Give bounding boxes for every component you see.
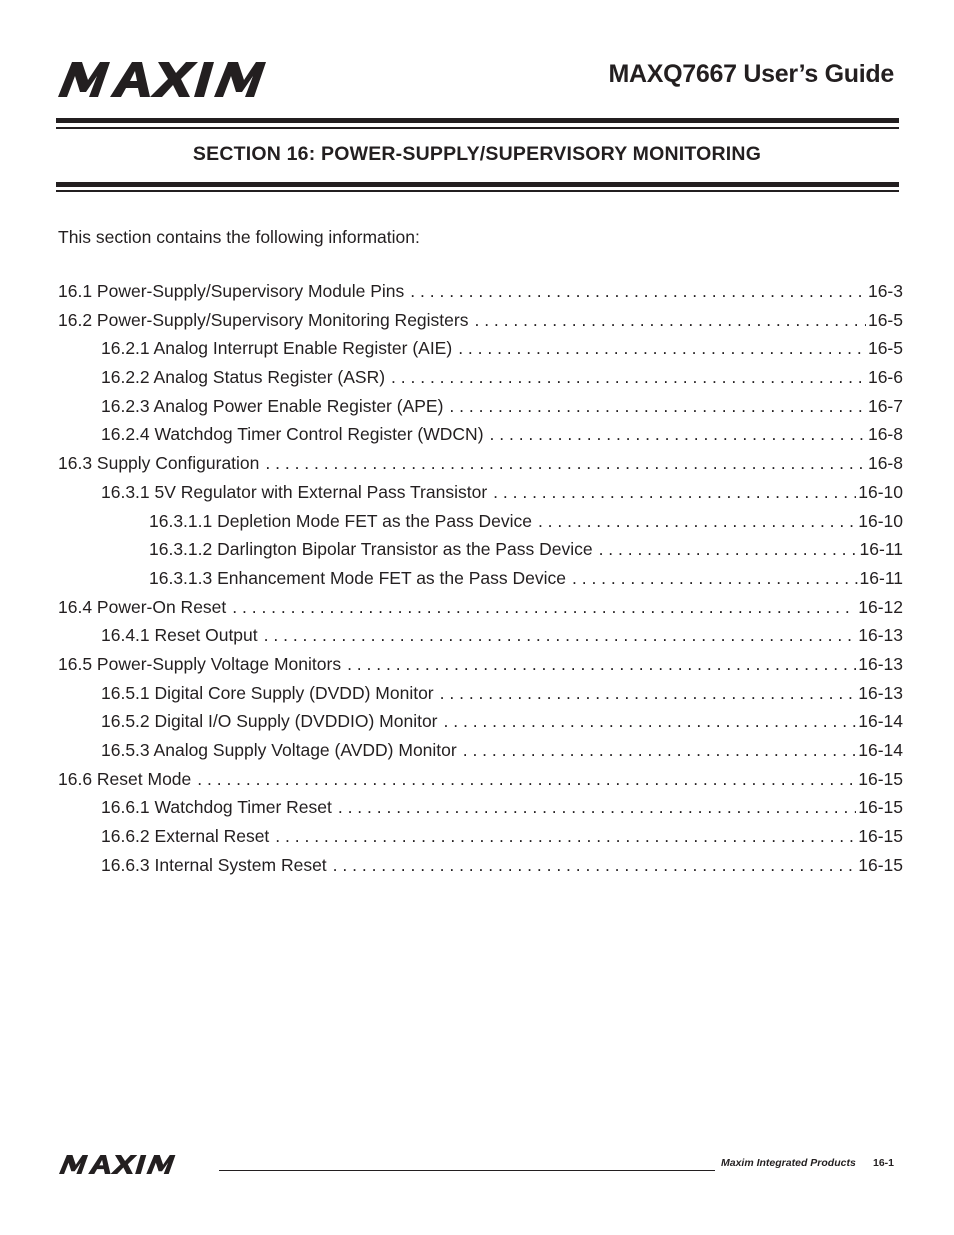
- footer-page-number: 16-1: [873, 1157, 895, 1169]
- toc-entry-page: 16-5: [867, 338, 903, 359]
- toc-entry-page: 16-15: [858, 797, 903, 818]
- toc-entry-page: 16-8: [867, 424, 903, 445]
- toc-entry[interactable]: [58, 310, 903, 339]
- toc-entry-label: 16.1 Power-Supply/Supervisory Module Pins: [58, 281, 405, 301]
- toc-entry-label: 16.6 Reset Mode: [58, 768, 192, 789]
- toc-dot-leader: [463, 740, 857, 761]
- toc-dot-leader: [333, 855, 857, 876]
- toc-entry[interactable]: [58, 654, 903, 683]
- toc-entry-page: 16-14: [858, 711, 903, 732]
- toc-entry[interactable]: [58, 281, 903, 310]
- toc-entry[interactable]: [58, 396, 903, 425]
- toc-dot-leader: [391, 367, 866, 388]
- maxim-logo: [58, 62, 326, 97]
- toc-dot-leader: [347, 654, 856, 675]
- toc-dot-leader: [458, 338, 866, 359]
- toc-dot-leader: [444, 711, 857, 732]
- toc-dot-leader: [264, 625, 857, 646]
- toc-entry-label: 16.3.1.2 Darlington Bipolar Transistor as the Pass Device: [149, 539, 593, 560]
- toc-dot-leader: [474, 310, 866, 331]
- toc-entry-page: 16-15: [858, 826, 903, 847]
- toc-entry[interactable]: [58, 826, 903, 855]
- intro-text: This section contains the following information:: [58, 227, 420, 247]
- toc-dot-leader: [538, 511, 856, 532]
- toc-entry[interactable]: [58, 625, 903, 654]
- toc-entry[interactable]: [58, 424, 903, 453]
- section-rule-thin: [56, 190, 899, 192]
- maxim-footer-logo: [59, 1155, 209, 1174]
- toc-entry-label: 16.6.2 External Reset: [101, 826, 270, 847]
- toc-dot-leader: [232, 597, 856, 618]
- toc-entry-label: 16.5.1 Digital Core Supply (DVDD) Monitor: [101, 682, 434, 703]
- toc-entry-page: 16-15: [858, 854, 903, 875]
- toc-entry-label: 16.5 Power-Supply Voltage Monitors: [58, 653, 342, 674]
- toc-dot-leader: [572, 568, 858, 589]
- section-rule-thick: [56, 182, 899, 187]
- toc-dot-leader: [599, 539, 858, 560]
- section-title: SECTION 16: POWER-SUPPLY/SUPERVISORY MONITORING: [192, 143, 762, 165]
- toc-entry[interactable]: [58, 367, 903, 396]
- toc-entry[interactable]: [58, 683, 903, 712]
- table-of-contents: [58, 281, 903, 883]
- toc-entry[interactable]: [58, 453, 903, 482]
- toc-dot-leader: [410, 281, 866, 302]
- toc-entry[interactable]: [58, 597, 903, 626]
- toc-entry-label: 16.3.1 5V Regulator with External Pass Transistor: [101, 481, 488, 502]
- toc-entry-page: 16-6: [867, 367, 903, 388]
- toc-entry[interactable]: [58, 338, 903, 367]
- toc-entry-page: 16-7: [867, 395, 903, 416]
- toc-dot-leader: [197, 769, 856, 790]
- toc-entry-label: 16.5.2 Digital I/O Supply (DVDDIO) Monitor: [101, 711, 438, 732]
- toc-dot-leader: [490, 424, 866, 445]
- toc-entry-page: 16-3: [867, 281, 903, 301]
- toc-dot-leader: [440, 683, 857, 704]
- toc-entry-label: 16.3 Supply Configuration: [58, 453, 260, 474]
- toc-entry-page: 16-12: [858, 596, 903, 617]
- toc-entry-label: 16.5.3 Analog Supply Voltage (AVDD) Monitor: [101, 740, 457, 760]
- toc-entry[interactable]: [58, 711, 903, 740]
- toc-entry-page: 16-11: [859, 539, 903, 560]
- toc-entry-page: 16-14: [858, 740, 903, 760]
- toc-entry-label: 16.3.1.1 Depletion Mode FET as the Pass Device: [149, 510, 532, 531]
- toc-entry[interactable]: [58, 797, 903, 826]
- footer-company: Maxim Integrated Products: [721, 1157, 856, 1169]
- header-rule-thick: [56, 118, 899, 123]
- toc-entry-page: 16-13: [858, 653, 903, 674]
- toc-entry-page: 16-10: [858, 510, 903, 531]
- toc-entry-label: 16.6.3 Internal System Reset: [101, 854, 327, 875]
- toc-entry-label: 16.2.4 Watchdog Timer Control Register (WDCN): [101, 424, 484, 445]
- toc-entry[interactable]: [58, 511, 903, 540]
- toc-entry-label: 16.2.2 Analog Status Register (ASR): [101, 367, 386, 388]
- toc-entry[interactable]: [58, 539, 903, 568]
- toc-entry-page: 16-13: [858, 682, 903, 703]
- toc-dot-leader: [275, 826, 856, 847]
- toc-entry-page: 16-5: [867, 309, 903, 330]
- toc-entry-label: 16.3.1.3 Enhancement Mode FET as the Pass Device: [149, 567, 566, 588]
- toc-entry[interactable]: [58, 740, 903, 769]
- toc-entry-page: 16-10: [858, 481, 903, 502]
- toc-dot-leader: [493, 482, 856, 503]
- toc-dot-leader: [449, 396, 866, 417]
- toc-dot-leader: [338, 797, 856, 818]
- toc-entry-label: 16.2.1 Analog Interrupt Enable Register (AIE): [101, 338, 453, 359]
- toc-entry-page: 16-15: [858, 768, 903, 789]
- toc-entry-label: 16.2.3 Analog Power Enable Register (APE): [101, 395, 444, 416]
- toc-entry-page: 16-13: [858, 625, 903, 646]
- header-rule-thin: [56, 127, 899, 129]
- toc-entry[interactable]: [58, 568, 903, 597]
- footer-rule: [219, 1170, 715, 1171]
- toc-entry[interactable]: [58, 482, 903, 511]
- toc-entry[interactable]: [58, 855, 903, 884]
- toc-entry-page: 16-11: [859, 567, 903, 588]
- toc-entry-label: 16.6.1 Watchdog Timer Reset: [101, 797, 332, 818]
- toc-entry-page: 16-8: [867, 453, 903, 474]
- toc-entry-label: 16.4 Power-On Reset: [58, 596, 227, 617]
- toc-entry-label: 16.4.1 Reset Output: [101, 625, 258, 646]
- document-title: MAXQ7667 User’s Guide: [608, 60, 894, 88]
- toc-dot-leader: [265, 453, 866, 474]
- toc-entry-label: 16.2 Power-Supply/Supervisory Monitoring Registers: [58, 309, 469, 330]
- toc-entry[interactable]: [58, 769, 903, 798]
